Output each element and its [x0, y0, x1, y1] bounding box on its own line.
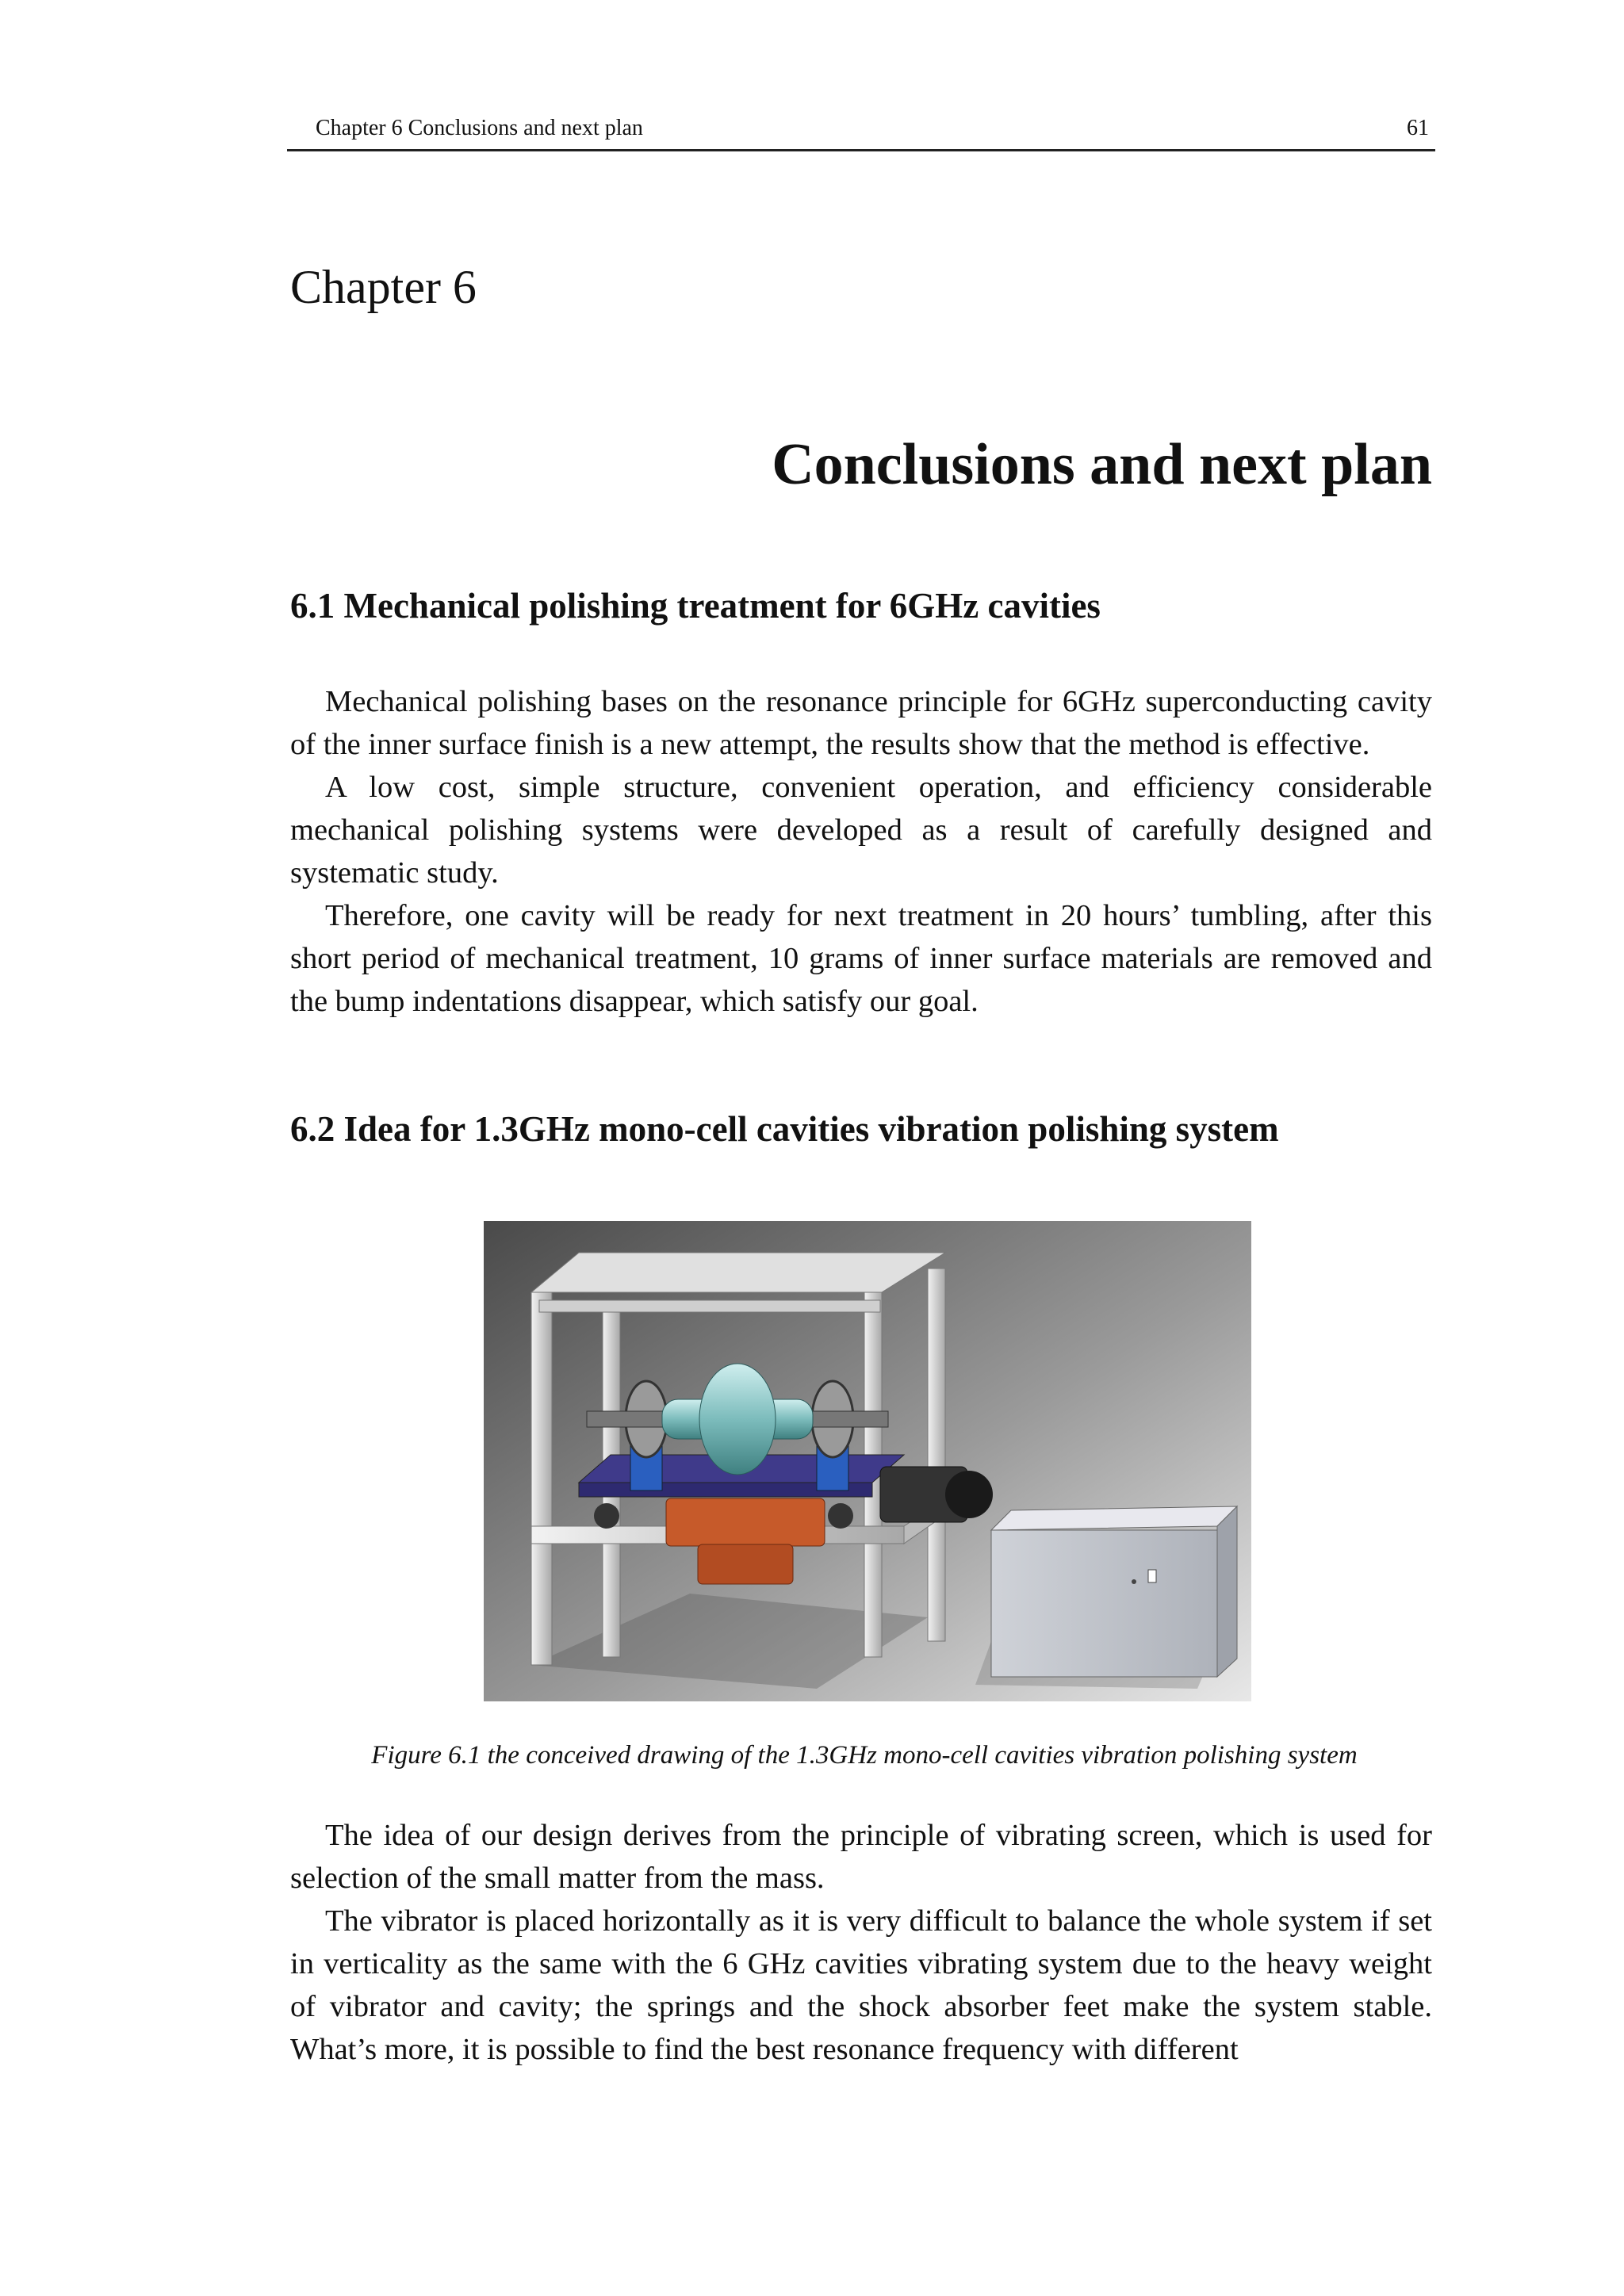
- chapter-label: Chapter 6: [290, 261, 477, 313]
- section-6-1-body: [290, 680, 1432, 1023]
- paragraph: The vibrator is placed horizontally as it is very difficult to balance the whole system if set in verticality as the same with the 6 GHz cavities vibrating system due to the heavy weight of vibrator and cavity; the springs and the shock absorber feet make the system stable. What’s more, it is possible to find the best resonance frequency with different: [290, 1904, 1432, 2066]
- page-number: 61: [1407, 116, 1429, 140]
- paragraph: Mechanical polishing bases on the resonance principle for 6GHz superconducting cavity of the inner surface finish is a new attempt, the results show that the method is effective.: [290, 685, 1432, 761]
- paragraph: A low cost, simple structure, convenient operation, and efficiency considerable mechanical polishing systems were developed as a result of carefully designed and systematic study.: [290, 771, 1432, 890]
- paragraph: Therefore, one cavity will be ready for next treatment in 20 hours’ tumbling, after this short period of mechanical treatment, 10 grams of inner surface materials are removed and the bump indentations disappear, which satisfy our goal.: [290, 899, 1432, 1018]
- chapter-title: Conclusions and next plan: [772, 432, 1432, 497]
- figure-6-1-rendering: [484, 1221, 1251, 1701]
- running-header-title: Chapter 6 Conclusions and next plan: [316, 116, 643, 140]
- section-heading-6-2: 6.2 Idea for 1.3GHz mono-cell cavities vibration polishing system: [290, 1109, 1279, 1149]
- section-heading-6-1: 6.1 Mechanical polishing treatment for 6GHz cavities: [290, 586, 1101, 626]
- figure-caption: Figure 6.1 the conceived drawing of the 1.3GHz mono-cell cavities vibration polishing system: [371, 1741, 1358, 1770]
- running-header: [287, 116, 1435, 151]
- paragraph: The idea of our design derives from the principle of vibrating screen, which is used for selection of the small matter from the mass.: [290, 1819, 1432, 1895]
- section-6-2-body: [290, 1814, 1432, 2071]
